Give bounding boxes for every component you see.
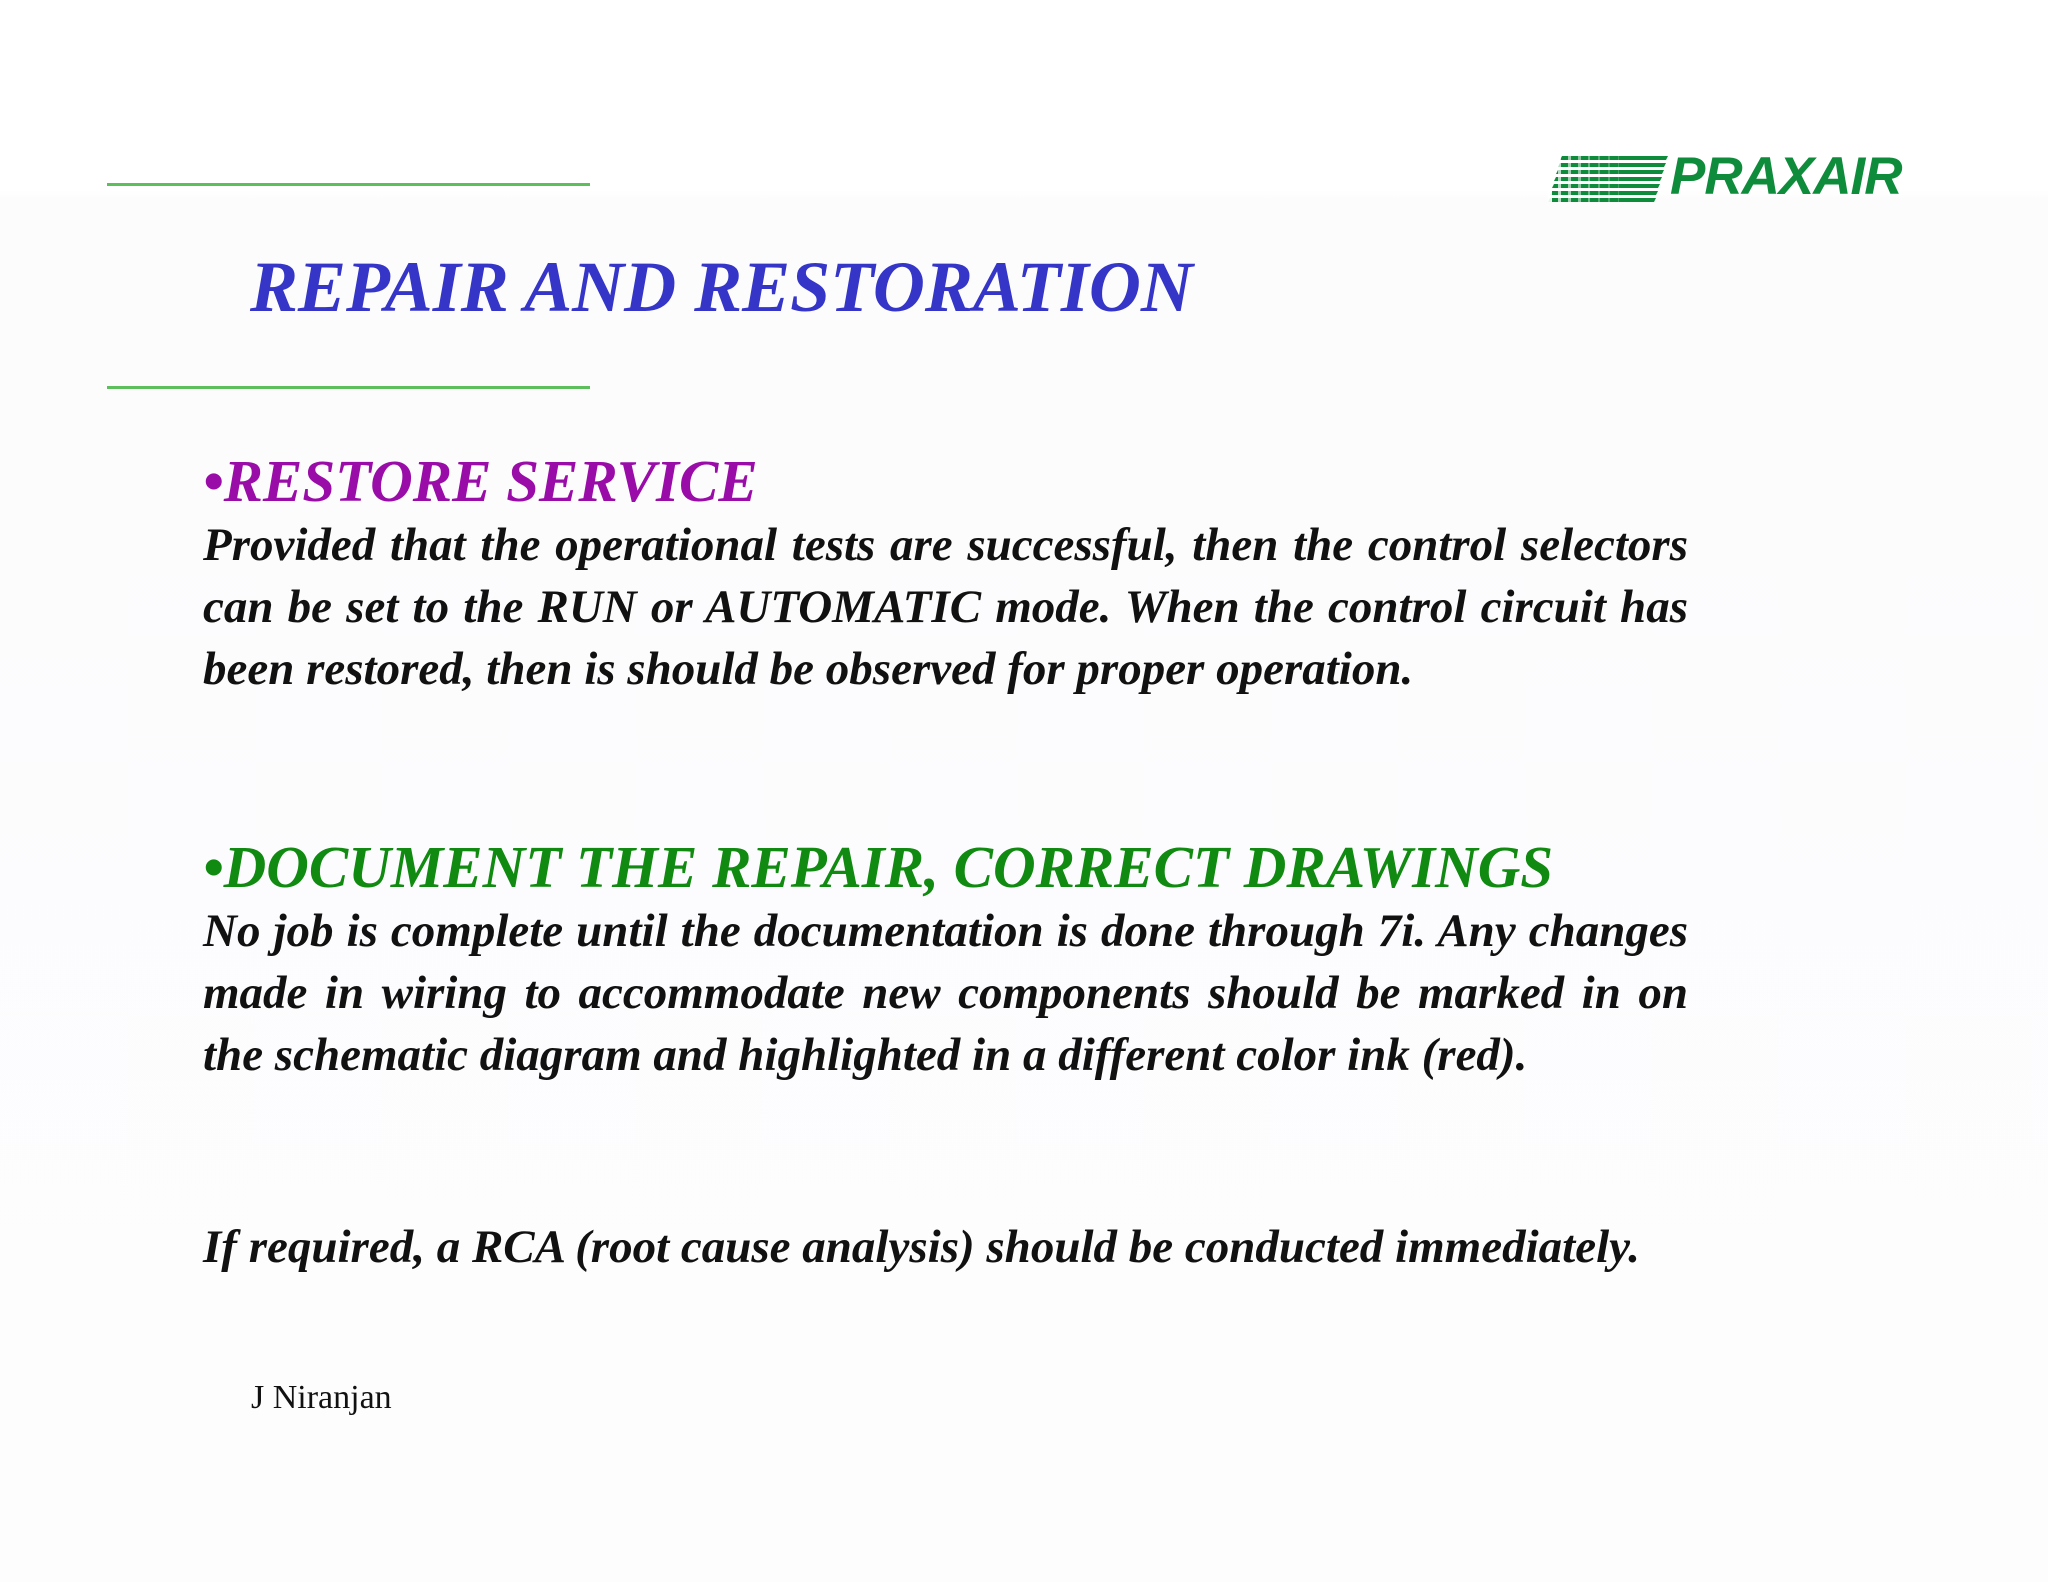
section-body: No job is complete until the documentation is done through 7i. Any changes made in wiring to accommodate new components should be marked in on the schematic diagram and highlighted in a different color ink (red). xyxy=(203,905,1688,1081)
praxair-logo xyxy=(1548,147,1902,206)
top-divider xyxy=(107,183,590,186)
section-heading: •RESTORE SERVICE xyxy=(203,448,758,514)
section-document-repair xyxy=(203,834,1688,1086)
section-body: Provided that the operational tests are successful, then the control selectors can be set to the RUN or AUTOMATIC mode. When the control circuit has been restored, then is should be observed for proper operation. xyxy=(203,519,1688,695)
section-body: If required, a RCA (root cause analysis) should be conducted immediately. xyxy=(203,1221,1640,1273)
section-heading: •DOCUMENT THE REPAIR, CORRECT DRAWINGS xyxy=(203,834,1554,900)
slide-title: REPAIR AND RESTORATION xyxy=(250,247,1193,327)
bottom-divider xyxy=(107,386,590,389)
author-name: J Niranjan xyxy=(251,1379,392,1416)
section-rca-note xyxy=(203,1216,1688,1278)
section-restore-service xyxy=(203,448,1688,700)
logo-wordmark: PRAXAIR xyxy=(1670,147,1902,206)
praxair-stripes-icon xyxy=(1548,154,1668,202)
